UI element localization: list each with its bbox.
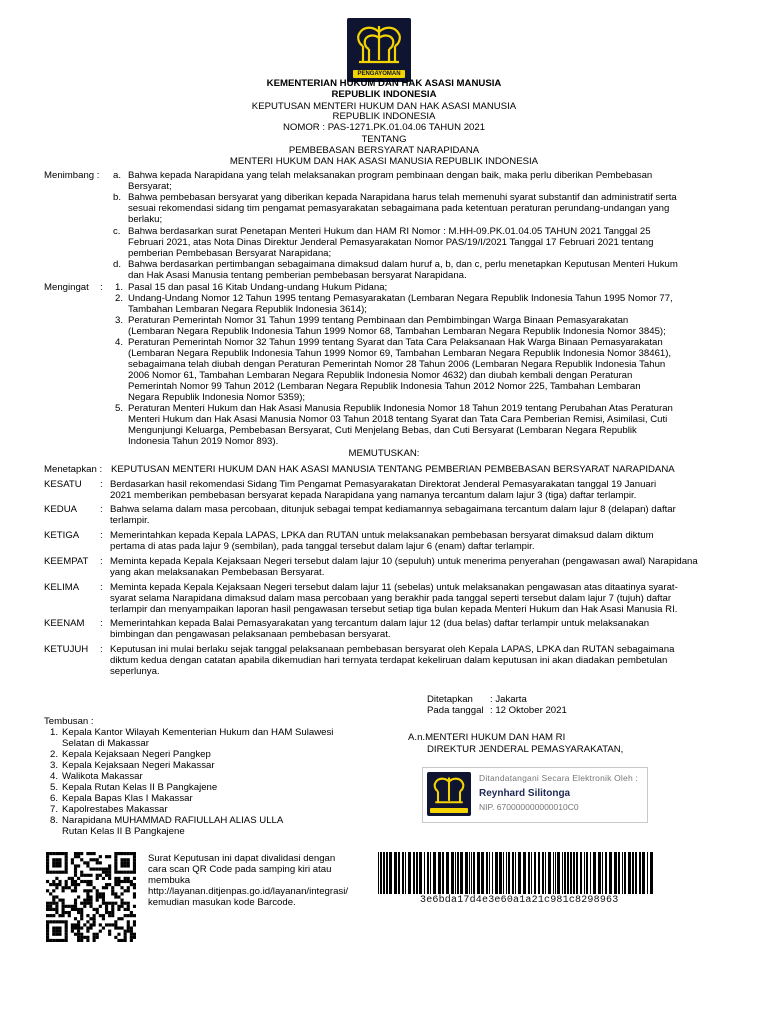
tembusan-label: Tembusan : [44,716,94,727]
mengingat-item-number: 3. [115,315,124,326]
decree-title-line2: REPUBLIK INDONESIA [332,111,436,122]
decree-title-line1: KEPUTUSAN MENTERI HUKUM DAN HAK ASASI MANUSIA [251,101,517,112]
mengingat-item-line: Peraturan Menteri Hukum dan Hak Asasi Manusia Republik Indonesia Nomor 18 Tahun 2019 tentang Perubahan Atas Peraturan [128,403,673,414]
mengingat-item-number: 2. [115,293,124,304]
decision-key: KEEMPAT [44,556,89,567]
validation-line: kemudian masukan kode Barcode. [148,897,296,908]
signatory-nip: NIP. 670000000000010C0 [479,802,579,812]
decision-key: KETUJUH [44,644,89,655]
decision-colon: : [100,479,103,490]
mengingat-item-line: Pasal 15 dan pasal 16 Kitab Undang-undang Hukum Pidana; [128,282,388,293]
tembusan-item-line: Kepala Rutan Kelas II B Pangkajene [62,782,218,793]
menimbang-item-letter: a. [113,170,122,181]
decision-line: terlampir dan menyampaikan laporan hasil pengawasan tersebut setiap tiga bulan kepada Menteri Hukum dan Hak Asasi Manusia RI. [110,604,678,615]
mengingat-item-line: Peraturan Pemerintah Nomor 31 Tahun 1999 tentang Pembinaan dan Pembimbingan Warga Binaan Pemasyarakatan [128,315,629,326]
menimbang-item-line: pemberian Pembebasan Bersyarat Narapidana; [128,248,332,259]
about-label: TENTANG [361,134,407,145]
signature-logo [427,772,471,816]
tembusan-item-number: 3. [50,760,59,771]
tembusan-item-line: Selatan di Makassar [62,738,149,749]
decision-line: 2021 memberikan pembebasan bersyarat kepada Narapidana yang namanya tercantum dalam lajur 3 (tiga) daftar terlampir. [110,490,637,501]
decision-colon: : [100,644,103,655]
kemenkumham-logo [347,18,411,82]
mengingat-item-line: Tambahan Lembaran Negara Republik Indonesia 3614); [128,304,367,315]
tembusan-item-number: 8. [50,815,59,826]
decision-key: KELIMA [44,582,80,593]
logo-band-label: PENGAYOMAN [357,71,401,77]
menimbang-item-line: Bersyarat; [128,181,172,192]
tembusan-item-line: Kepala Kantor Wilayah Kementerian Hukum dan HAM Sulawesi [62,727,334,738]
decision-line: pertama di atas pada lajur 9 (sembilan), pada tanggal tersebut dalam lajur 6 (enam) daftar terlampir. [110,541,535,552]
decree-subject: PEMBEBASAN BERSYARAT NARAPIDANA [288,145,480,156]
tembusan-item-number: 7. [50,804,59,815]
validation-qr-code[interactable] [46,852,136,942]
menimbang-item-line: Bahwa berdasarkan surat Penetapan Menteri Hukum dan HAM RI Nomor : M.HH-09.PK.01.04.05 TAHUN 2021 Tanggal 25 [128,226,651,237]
decision-line: syarat selama Narapidana dimaksud dalam masa percobaan yang berakhir pada tanggal seperti tersebut dalam lajur 7 (tujuh) daftar [110,593,672,604]
menimbang-label: Menimbang : [44,170,100,181]
decision-line: yang akan melaksanakan Pembebasan Bersyarat. [110,567,325,578]
mengingat-item-line: Pemerintah Nomor 99 Tahun 2012 (Lembaran Negara Republik Indonesia Tahun 2012 Nomor 225, Tambahan Lembaran [128,381,641,392]
decree-number: NOMOR : PAS-1271.PK.01.04.06 TAHUN 2021 [282,122,486,133]
signature-logo-band [430,808,468,813]
decision-line: bimbingan dan pengawasan pelaksanaan pembebasan bersyarat. [110,629,391,640]
menetapkan-text: KEPUTUSAN MENTERI HUKUM DAN HAK ASASI MANUSIA TENTANG PEMBERIAN PEMBEBASAN BERSYARAT NARAPIDANA [111,464,675,475]
decision-line: Keputusan ini mulai berlaku sejak tanggal pelaksanaan pembebasan bersyarat oleh Kepala LAPAS, LPKA dan RUTAN sebagaimana [110,644,675,655]
mengingat-item-line: Mengunjungi Keluarga, Pembebasan Bersyarat, Cuti Menjelang Bebas, dan Cuti Bersyarat (Lembaran Negara Republik [128,425,637,436]
menimbang-item-letter: d. [113,259,122,270]
menetapkan-label: Menetapkan : [44,464,103,475]
decision-line: Meminta kepada Kepala Kejaksaan Negeri tersebut dalam lajur 11 (sebelas) untuk melaksanakan pengawasan atas ditaatinya syarat- [110,582,678,593]
tembusan-item-number: 6. [50,793,59,804]
menimbang-item-line: Bahwa kepada Narapidana yang telah melaksanakan program pembinaan dengan baik, maka perlu diberikan Pembebasan [128,170,653,181]
signature-box-label: Ditandatangani Secara Elektronik Oleh : [479,773,638,783]
decision-line: Memerintahkan kepada Balai Pemasyarakatan yang tercantum dalam lajur 12 (dua belas) daftar terlampir untuk melaksanakan [110,618,650,629]
mengingat-item-line: sebagaimana telah diubah dengan Peraturan Pemerintah Nomor 28 Tahun 2006 (Lembaran Negara Republik Indonesia Tahun [128,359,666,370]
signatory-line1: A.n.MENTERI HUKUM DAN HAM RI [408,732,566,743]
menimbang-item-line: Februari 2021, atas Nota Dinas Direktur Jenderal Pemasyarakatan Nomor PAS/19/I/2021 Tanggal 17 Februari 2021 tentang [128,237,654,248]
mengingat-colon: : [100,282,103,293]
menimbang-item-line: sesuai rekomendasi sidang tim pengamat pemasyarakatan sebagaimana pada ketentuan peraturan perundang-undangan yang [128,203,670,214]
menimbang-item-letter: b. [113,192,122,203]
tembusan-item-line: Rutan Kelas II B Pangkajene [62,826,185,837]
validation-line: membuka [148,875,191,886]
menimbang-item-line: Bahwa pembebasan bersyarat yang diberikan kepada Narapidana harus telah memenuhi syarat substantif dan administratif serta [128,192,677,203]
decision-colon: : [100,618,103,629]
ditetapkan-date-label: Pada tanggal [427,705,484,716]
tembusan-item-line: Narapidana MUHAMMAD RAFIULLAH ALIAS ULLA [62,815,284,826]
menimbang-item-line: dan Hak Asasi Manusia tentang pemberian pembebasan bersyarat Narapidana. [128,270,467,281]
mengingat-item-line: (Lembaran Negara Republik Indonesia Tahun 1999 Nomor 68, Tambahan Lembaran Negara Republik Indonesia Nomor 3845); [128,326,666,337]
decision-key: KEDUA [44,504,78,515]
decision-key: KETIGA [44,530,80,541]
decision-line: Memerintahkan kepada Kepala LAPAS, LPKA dan RUTAN untuk melaksanakan pembebasan bersyarat dimaksud dalam diktum [110,530,654,541]
menimbang-item-letter: c. [113,226,121,237]
signatory-name: Reynhard Silitonga [479,788,571,799]
ditetapkan-place-label: Ditetapkan [427,694,473,705]
ditetapkan-place-value: : Jakarta [490,694,527,705]
tembusan-item-line: Kapolrestabes Makassar [62,804,168,815]
validation-line: Surat Keputusan ini dapat divalidasi dengan [148,853,336,864]
mengingat-item-line: 2006 Nomor 61, Tambahan Lembaran Negara Republik Indonesia Nomor 4632) dan diubah kembali dengan Peraturan [128,370,633,381]
barcode-code: 3e6bda17d4e3e60a1a21c981c8298963 [420,895,619,906]
decision-line: terlampir. [110,515,150,526]
decree-authority: MENTERI HUKUM DAN HAK ASASI MANUSIA REPUBLIK INDONESIA [229,156,539,167]
decision-line: Berdasarkan hasil rekomendasi Sidang Tim Pengamat Pemasyarakatan Direktorat Jenderal Pemasyarakatan tanggal 19 Januari [110,479,657,490]
decision-key: KESATU [44,479,82,490]
qr-code-icon [46,852,136,942]
decision-colon: : [100,530,103,541]
mengingat-item-line: Menteri Hukum dan Hak Asasi Manusia Nomor 03 Tahun 2018 tentang Syarat dan Tata Cara Pemberian Remisi, Asimilasi, Cuti [128,414,668,425]
decision-colon: : [100,582,103,593]
tembusan-item-line: Kepala Kejaksaan Negeri Makassar [62,760,215,771]
mengingat-item-line: Peraturan Pemerintah Nomor 32 Tahun 1999 tentang Syarat dan Tata Cara Pelaksanaan Hak Warga Binaan Pemasyarakatan [128,337,663,348]
tembusan-item-number: 4. [50,771,59,782]
validation-line: cara scan QR Code pada samping kiri atau [148,864,332,875]
mengingat-item-number: 1. [115,282,124,293]
mengingat-item-number: 4. [115,337,124,348]
ministry-name-line2: REPUBLIK INDONESIA [331,89,437,100]
mengingat-label: Mengingat [44,282,89,293]
ditetapkan-date-value: : 12 Oktober 2021 [490,705,567,716]
tembusan-item-number: 5. [50,782,59,793]
electronic-signature-box [422,767,648,823]
tembusan-item-line: Kepala Kejaksaan Negeri Pangkep [62,749,211,760]
tembusan-item-line: Kepala Bapas Klas I Makassar [62,793,193,804]
tembusan-item-number: 1. [50,727,59,738]
mengingat-item-number: 5. [115,403,124,414]
tembusan-item-line: Walikota Makassar [62,771,143,782]
mengingat-item-line: Negara Republik Indonesia Nomor 5359); [128,392,306,403]
memutuskan-heading: MEMUTUSKAN: [348,448,420,459]
ministry-name-line1: KEMENTERIAN HUKUM DAN HAK ASASI MANUSIA [266,78,502,89]
menimbang-item-line: berlaku; [128,214,163,225]
mengingat-item-line: (Lembaran Negara Republik Indonesia Tahun 1999 Nomor 69, Tambahan Lembaran Negara Republik Indonesia Nomor 38461), [128,348,672,359]
decision-line: seperlunya. [110,666,160,677]
validation-line: http://layanan.ditjenpas.go.id/layanan/integrasi/ [148,886,349,897]
tembusan-item-number: 2. [50,749,59,760]
decision-line: diktum kedua dengan catatan apabila dikemudian hari ternyata terdapat kekeliruan dalam keputusan ini akan diadakan pembetulan [110,655,668,666]
mengingat-item-line: Indonesia Tahun 2019 Nomor 893). [128,436,279,447]
decision-line: Bahwa selama dalam masa percobaan, ditunjuk sebagai tempat kediamannya sebagaimana tercantum dalam lajur 8 (delapan) daftar [110,504,676,515]
document-barcode[interactable] [378,852,654,894]
menimbang-item-line: Bahwa berdasarkan pertimbangan sebagaimana dimaksud dalam huruf a, b, dan c, perlu menetapkan Keputusan Menteri Hukum [128,259,678,270]
decision-colon: : [100,556,103,567]
decision-colon: : [100,504,103,515]
decision-line: Meminta kepada Kepala Kejaksaan Negeri tersebut dalam lajur 10 (sepuluh) untuk menerima penyerahan (pengawasan awal) Narapidana [110,556,698,567]
mengingat-item-line: Undang-Undang Nomor 12 Tahun 1995 tentang Pemasyarakatan (Lembaran Negara Republik Indonesia Tahun 1995 Nomor 77, [128,293,673,304]
signatory-line2: DIREKTUR JENDERAL PEMASYARAKATAN, [427,744,624,755]
decision-key: KEENAM [44,618,85,629]
barcode-icon [378,852,654,894]
